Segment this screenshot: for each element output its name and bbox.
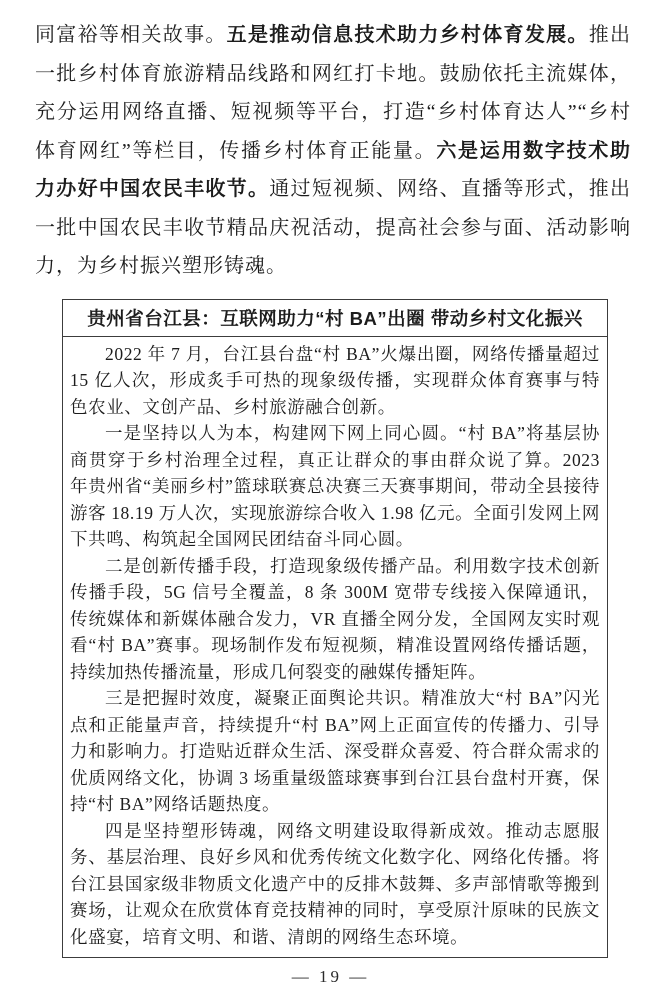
- case-box-paragraph: 二是创新传播手段，打造现象级传播产品。利用数字技术创新传播手段，5G 信号全覆盖，8 条 300M 宽带专线接入保障通讯，传统媒体和新媒体融合发力，VR 直播全网分发，全国网友实时观看“村 BA”赛事。现场制作发布短视频，精准设置网络传播话题，持续加热传播流量，形成几何裂变的融媒传播矩阵。: [70, 555, 600, 682]
- text-segment: 通过短视频、网络、直播等形式，推出一批中国农民丰收节精品庆祝活动，提高社会参与面、活动影响力，为乡村振兴塑形铸魂。: [35, 178, 632, 277]
- text-segment: 推出一批乡村体育旅游精品线路和网红打卡地。鼓励依托主流媒体，充分运用网络直播、短视频等平台，打造“乡村体育达人”“乡村体育网红”等栏目，传播乡村体育正能量。: [35, 24, 632, 162]
- case-box-paragraph: 四是坚持塑形铸魂，网络文明建设取得新成效。推动志愿服务、基层治理、良好乡风和优秀传统文化数字化、网络化传播。将台江县国家级非物质文化遗产中的反排木鼓舞、多声部情歌等搬到赛场，让观众在欣赏体育竞技精神的同时，享受原汁原味的民族文化盛宴，培育文明、和谐、清朗的网络生态环境。: [70, 820, 600, 947]
- case-box-paragraph: 一是坚持以人为本，构建网下网上同心圆。“村 BA”将基层协商贯穿于乡村治理全过程，真正让群众的事由群众说了算。2023 年贵州省“美丽乡村”篮球联赛总决赛三天赛事期间，带动全县接待游客 18.19 万人次，实现旅游综合收入 1.98 亿元。全面引发网上网下共鸣、构筑起全国网民团结奋斗同心圆。: [70, 423, 600, 549]
- body-text: [35, 16, 631, 286]
- text-segment: 同富裕等相关故事。: [35, 24, 227, 46]
- page-number: — 19 —: [291, 967, 370, 986]
- case-box-paragraph: 三是把握时效度，凝聚正面舆论共识。精准放大“村 BA”闪光点和正能量声音，持续提升“村 BA”网上正面宣传的传播力、引导力和影响力。打造贴近群众生活、深受群众喜爱、符合群众需求的优质网络文化，协调 3 场重量级篮球赛事到台江县台盘村开赛，保持“村 BA”网络话题热度。: [70, 688, 600, 814]
- case-box-title: 贵州省台江县：互联网助力“村 BA”出圈 带动乡村文化振兴: [63, 300, 607, 337]
- case-box-paragraph: 2022 年 7 月，台江县台盘“村 BA”火爆出圈，网络传播量超过 15 亿人次，形成炙手可热的现象级传播，实现群众体育赛事与特色农业、文创产品、乡村旅游融合创新。: [70, 343, 600, 417]
- case-study-box: [62, 299, 608, 959]
- bold-text-segment: 五是推动信息技术助力乡村体育发展。: [226, 24, 589, 46]
- bold-text-segment: 六是运用数字技术助力办好中国农民丰收节。: [35, 139, 631, 200]
- body-paragraph: [35, 16, 631, 286]
- case-box-body: [63, 337, 607, 958]
